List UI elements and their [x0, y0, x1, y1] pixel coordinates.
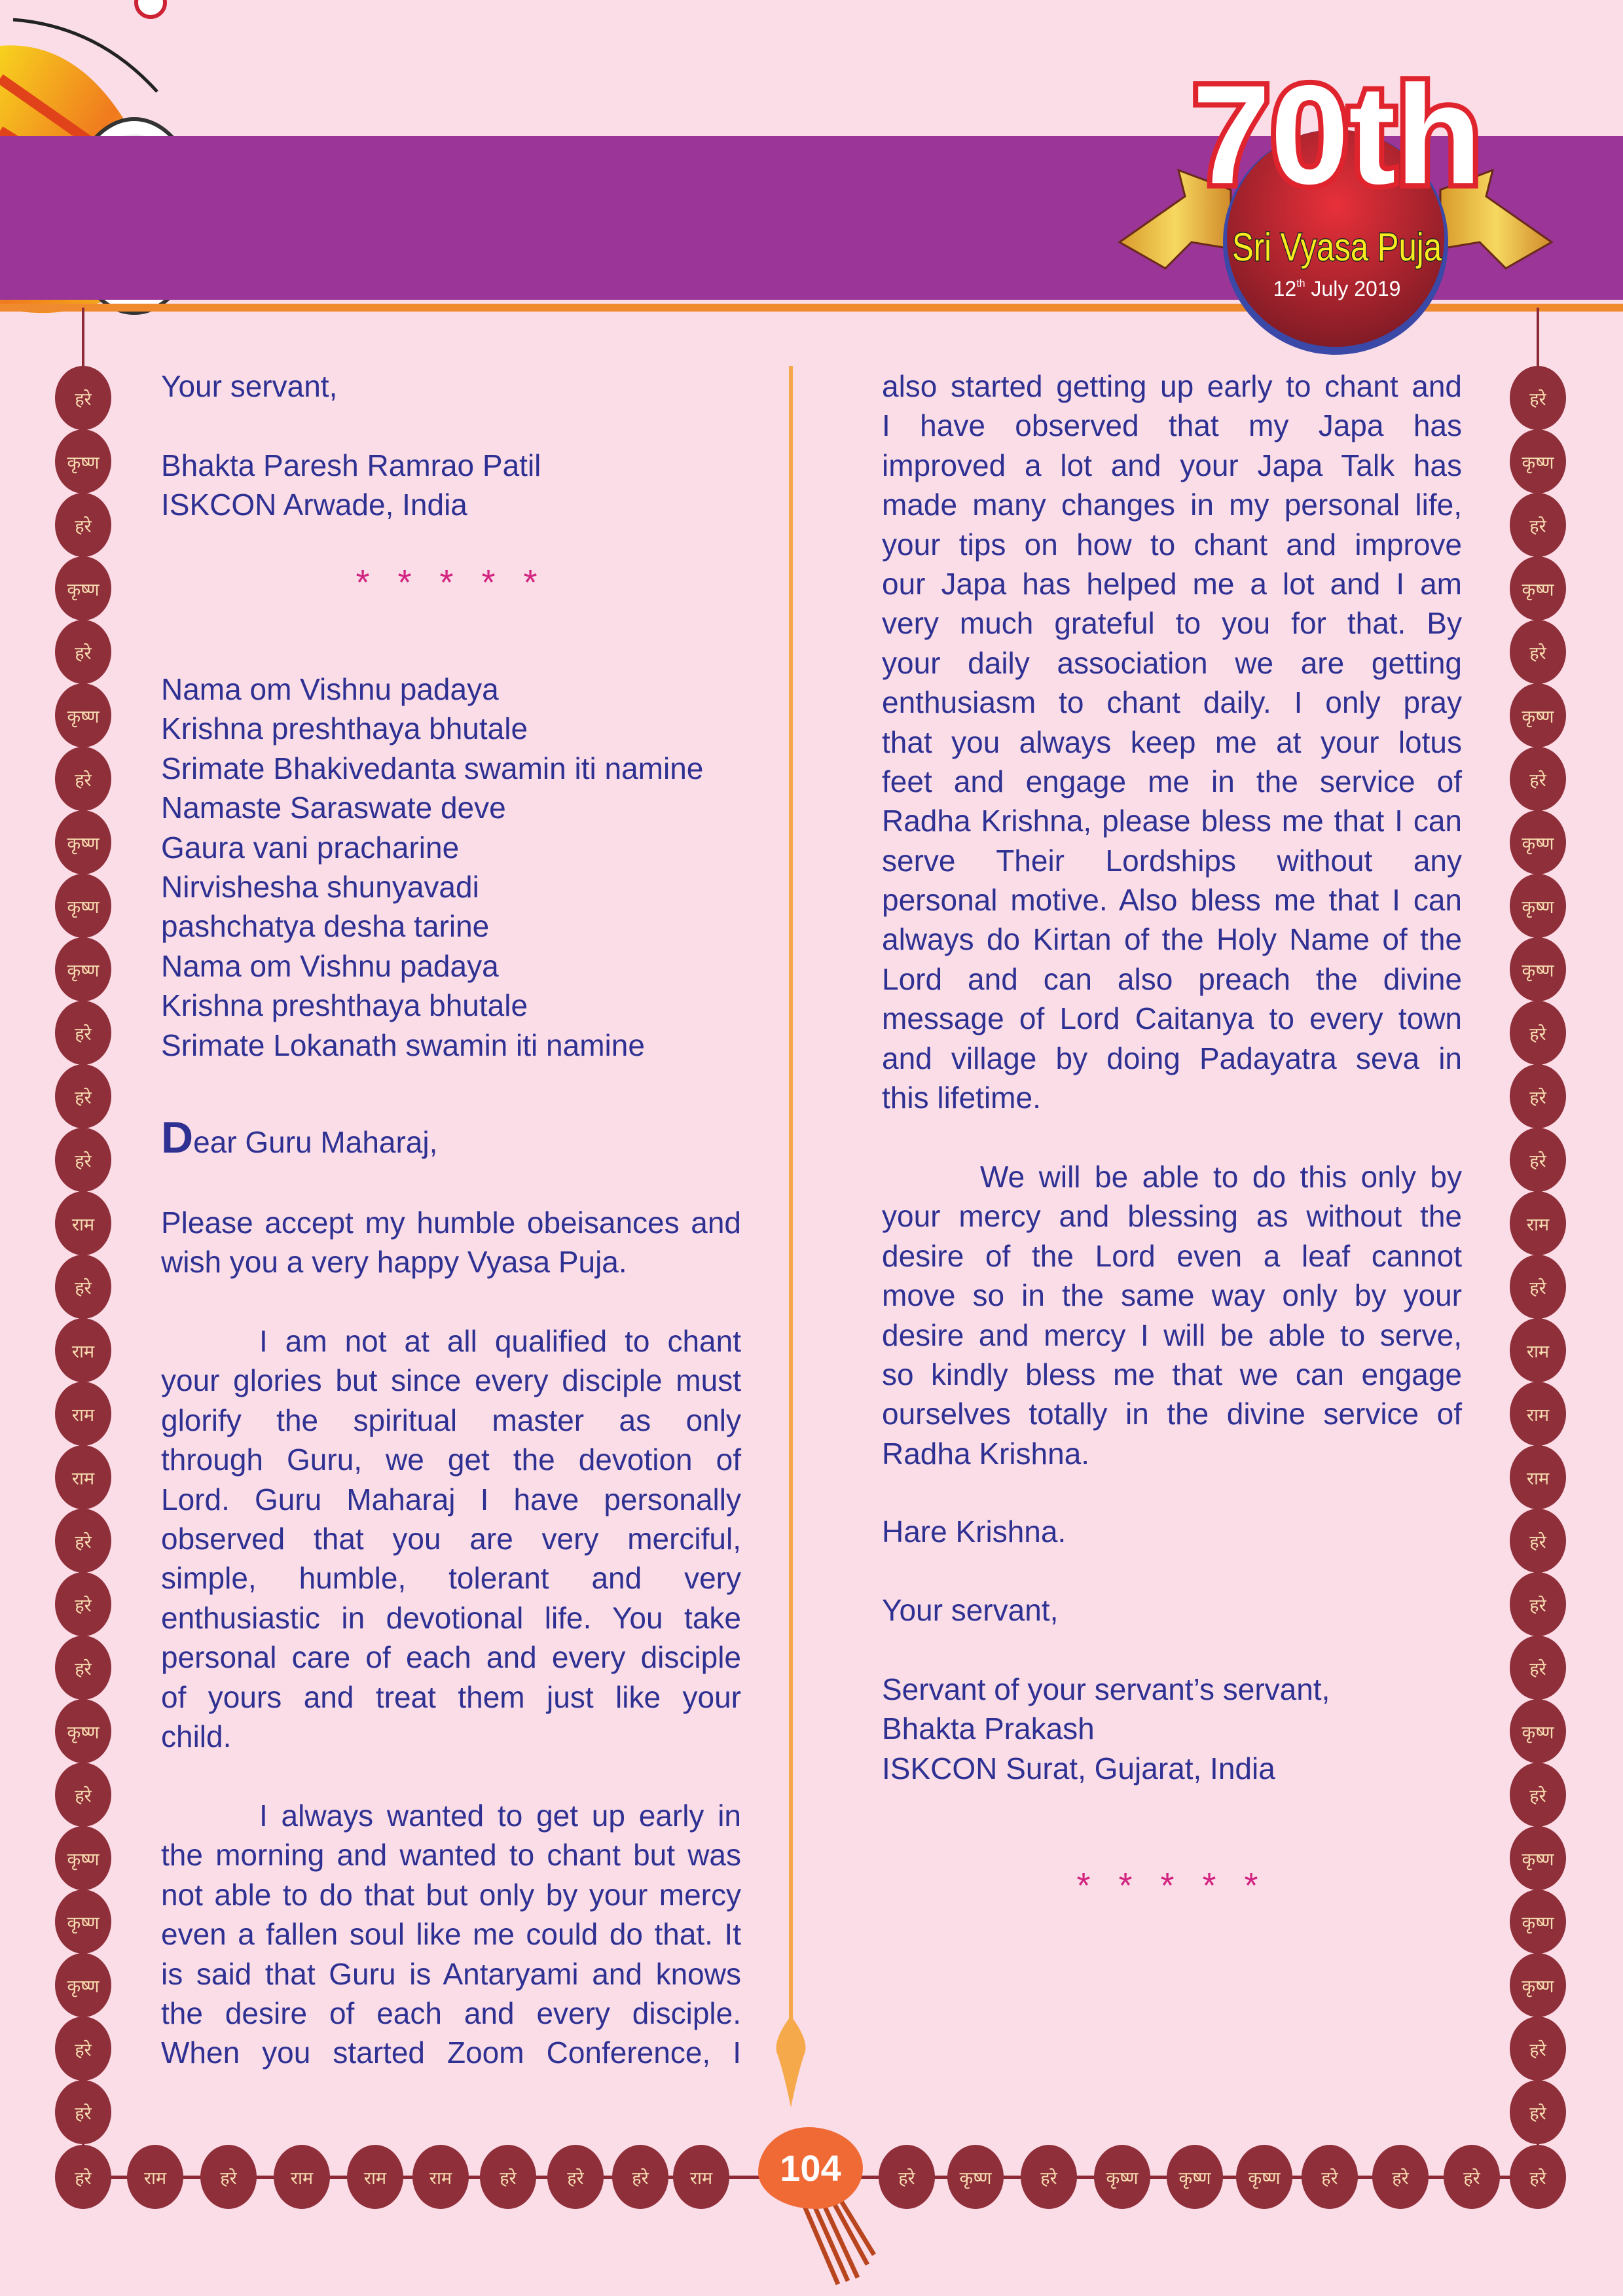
japa-bead: राम — [55, 1318, 111, 1382]
japa-bead: हरे — [55, 1636, 111, 1700]
japa-bead: राम — [1510, 1318, 1566, 1382]
japa-bead: हरे — [55, 1128, 111, 1192]
japa-bead: कृष्ण — [1510, 1890, 1566, 1954]
japa-bead: कृष्ण — [1510, 429, 1566, 493]
japa-bead: कृष्ण — [1094, 2145, 1150, 2209]
japa-bead: हरे — [55, 747, 111, 811]
japa-bead: राम — [412, 2145, 469, 2209]
japa-bead: हरे — [1510, 747, 1566, 811]
text-line: your mercy and blessing as without the — [882, 1199, 1462, 1234]
japa-bead: हरे — [1510, 1509, 1566, 1573]
japa-bead: कृष्ण — [947, 2145, 1004, 2209]
text-line: I am not at all qualified to chant — [259, 1324, 741, 1358]
text-line: Nama om Vishnu padaya — [161, 948, 499, 983]
text-line: Dear Guru Maharaj, — [161, 1113, 438, 1162]
text-line: personal motive. Also bless me that I can — [882, 883, 1462, 918]
japa-bead: हरे — [55, 1763, 111, 1827]
text-paragraph — [161, 1321, 741, 1756]
badge-date: 12th July 2019 — [1273, 277, 1401, 300]
japa-bead: कृष्ण — [1510, 1826, 1566, 1890]
japa-bead: हरे — [1510, 1064, 1566, 1128]
japa-bead: कृष्ण — [55, 1699, 111, 1763]
japa-bead: हरे — [612, 2145, 668, 2209]
japa-bead: हरे — [55, 493, 111, 557]
japa-bead: कृष्ण — [55, 1890, 111, 1954]
text-line: Krishna preshthaya bhutale — [161, 988, 528, 1023]
japa-bead: कृष्ण — [55, 1826, 111, 1890]
japa-bead: राम — [673, 2145, 729, 2209]
text-line: I have observed that my Japa has — [882, 408, 1462, 443]
text-line: ISKCON Surat, Gujarat, India — [882, 1751, 1275, 1785]
japa-bead: राम — [55, 1445, 111, 1509]
text-line: Lord and can also preach the divine — [882, 961, 1462, 996]
text-line: desire and mercy I will be able to serve, — [882, 1318, 1462, 1352]
text-line: this lifetime. — [882, 1081, 1041, 1115]
japa-bead: हरे — [1510, 620, 1566, 684]
text-line: your daily association we are getting — [882, 645, 1462, 680]
japa-bead: कृष्ण — [55, 683, 111, 747]
separator-stars — [882, 1866, 1462, 1905]
japa-bead: कृष्ण — [1510, 1699, 1566, 1763]
text-line: personal care of each and every disciple — [161, 1640, 741, 1675]
separator-stars — [161, 563, 741, 602]
text-line: move so in the same way only by your — [882, 1278, 1462, 1313]
text-line: our Japa has helped me a lot and I am — [882, 566, 1462, 601]
text-line: wish you a very happy Vyasa Puja. — [161, 1245, 627, 1280]
text-line: Lord. Guru Maharaj I have personally — [161, 1482, 741, 1516]
text-line: Your servant, — [161, 369, 338, 403]
text-line: always do Kirtan of the Holy Name of the — [882, 922, 1462, 957]
japa-bead: हरे — [1372, 2145, 1429, 2209]
japa-bead: कृष्ण — [55, 874, 111, 938]
text-line: not able to do that but only by your mercy — [161, 1877, 741, 1912]
japa-bead: राम — [274, 2145, 330, 2209]
japa-bead: कृष्ण — [1510, 810, 1566, 874]
text-paragraph — [882, 1590, 1462, 1630]
text-line: through Guru, we get the devotion of — [161, 1443, 741, 1477]
japa-bead: हरे — [1510, 2017, 1566, 2081]
japa-bead: कृष्ण — [55, 937, 111, 1001]
japa-bead: कृष्ण — [1510, 937, 1566, 1001]
badge-title: Sri Vyasa Puja — [1232, 225, 1442, 269]
japa-bead: हरे — [55, 1572, 111, 1636]
text-line: even a fallen soul like me could do that. It — [161, 1917, 741, 1952]
text-line: Srimate Lokanath swamin iti namine — [161, 1028, 645, 1062]
text-line: Radha Krishna. — [882, 1436, 1090, 1471]
text-paragraph — [882, 1670, 1462, 1788]
japa-bead: राम — [127, 2145, 183, 2209]
text-line: enthusiasm to chant daily. I only pray — [882, 685, 1462, 720]
japa-bead: हरे — [1510, 1636, 1566, 1700]
text-line: child. — [161, 1719, 232, 1753]
japa-bead: हरे — [1510, 2080, 1566, 2144]
text-line: We will be able to do this only by — [980, 1160, 1462, 1194]
text-line: I always wanted to get up early in — [259, 1799, 741, 1833]
text-line: Krishna preshthaya bhutale — [161, 711, 528, 746]
text-paragraph — [161, 1796, 741, 2073]
japa-bead: कृष्ण — [1510, 1953, 1566, 2017]
japa-bead: राम — [55, 1382, 111, 1446]
japa-bead: हरे — [480, 2145, 536, 2209]
text-paragraph — [161, 1113, 741, 1162]
japa-bead: हरे — [1510, 366, 1566, 430]
japa-bead: हरे — [1302, 2145, 1358, 2209]
drop-cap: D — [161, 1113, 194, 1162]
text-line: * * * * * — [356, 563, 547, 602]
text-line: desire of the Lord even a leaf cannot — [882, 1238, 1462, 1273]
japa-bead: हरे — [547, 2145, 604, 2209]
text-line: Radha Krishna, please bless me that I can — [882, 804, 1462, 838]
japa-bead: हरे — [1510, 2145, 1566, 2209]
text-line: is said that Guru is Antaryami and knows — [161, 1956, 741, 1991]
text-line: also started getting up early to chant and — [882, 369, 1462, 403]
japa-bead: हरे — [55, 2017, 111, 2081]
text-line: the desire of each and every disciple. — [161, 1996, 741, 2030]
text-line: serve Their Lordships without any — [882, 843, 1462, 878]
japa-bead: कृष्ण — [1167, 2145, 1223, 2209]
text-line: Nirvishesha shunyavadi — [161, 869, 479, 904]
text-line: enthusiastic in devotional life. You take — [161, 1600, 741, 1635]
text-paragraph — [161, 670, 741, 1065]
japa-bead: हरे — [55, 2080, 111, 2144]
japa-bead: हरे — [200, 2145, 257, 2209]
text-line: very much grateful to you for that. By — [882, 606, 1462, 641]
text-line: When you started Zoom Conference, I — [161, 2036, 741, 2070]
text-line: * * * * * — [1076, 1866, 1267, 1905]
text-line: of yours and treat them just like your — [161, 1679, 741, 1714]
text-line: ourselves totally in the divine service of — [882, 1397, 1462, 1431]
text-paragraph — [161, 1203, 741, 1282]
japa-bead: हरे — [1510, 1572, 1566, 1636]
japa-bead: राम — [55, 1191, 111, 1255]
japa-bead: हरे — [1510, 1763, 1566, 1827]
japa-bead: कृष्ण — [1510, 556, 1566, 620]
text-line: glorify the spiritual master as only — [161, 1403, 741, 1437]
japa-bead: हरे — [55, 620, 111, 684]
text-paragraph — [882, 1157, 1462, 1473]
text-line: Please accept my humble obeisances and — [161, 1206, 741, 1240]
japa-bead: हरे — [55, 366, 111, 430]
text-line: Bhakta Prakash — [882, 1712, 1095, 1746]
japa-bead: हरे — [55, 1255, 111, 1319]
japa-bead: हरे — [55, 1509, 111, 1573]
text-line: so kindly bless me that we can engage — [882, 1357, 1462, 1391]
japa-bead: राम — [1510, 1191, 1566, 1255]
japa-bead: कृष्ण — [55, 429, 111, 493]
japa-bead: हरे — [55, 1064, 111, 1128]
text-line: your glories but since every disciple must — [161, 1363, 741, 1398]
text-line: observed that you are very merciful, — [161, 1521, 741, 1556]
badge-number: 70th — [1192, 56, 1482, 213]
text-line: Gaura vani pracharine — [161, 830, 460, 865]
text-line: Namaste Saraswate deve — [161, 791, 506, 825]
japa-bead: कृष्ण — [1236, 2145, 1292, 2209]
japa-bead: हरे — [55, 1001, 111, 1065]
text-line: ISKCON Arwade, India — [161, 488, 467, 522]
japa-bead: हरे — [1510, 493, 1566, 557]
text-line: the morning and wanted to chant but was — [161, 1838, 741, 1873]
column-divider — [789, 366, 793, 2022]
vyasa-puja-badge — [1106, 52, 1565, 360]
text-line: made many changes in my personal life, — [882, 488, 1462, 522]
japa-bead: कृष्ण — [55, 556, 111, 620]
text-paragraph — [161, 367, 741, 525]
divider-drop-ornament — [771, 2016, 811, 2108]
text-line: Bhakta Paresh Ramrao Patil — [161, 448, 541, 482]
text-line: Srimate Bhakivedanta swamin iti namine — [161, 751, 704, 785]
text-line — [161, 406, 741, 445]
japa-bead: कृष्ण — [55, 810, 111, 874]
japa-bead: राम — [347, 2145, 403, 2209]
text-line: simple, humble, tolerant and very — [161, 1561, 741, 1596]
text-line: feet and engage me in the service of — [882, 764, 1462, 798]
japa-bead: हरे — [1444, 2145, 1500, 2209]
text-line: Your servant, — [882, 1593, 1059, 1627]
text-line: that you always keep me at your lotus — [882, 725, 1462, 759]
japa-bead: हरे — [1510, 1255, 1566, 1319]
text-line: improved a lot and your Japa Talk has — [882, 448, 1462, 482]
japa-bead: राम — [1510, 1382, 1566, 1446]
japa-bead: कृष्ण — [55, 1953, 111, 2017]
japa-bead: हरे — [55, 2145, 111, 2209]
text-line: your tips on how to chant and improve — [882, 527, 1462, 562]
japa-bead: हरे — [879, 2145, 935, 2209]
page-number: 104 — [758, 2127, 863, 2209]
japa-bead: कृष्ण — [1510, 683, 1566, 747]
japa-bead: हरे — [1510, 1128, 1566, 1192]
text-line: Hare Krishna. — [882, 1515, 1067, 1549]
text-line: pashchatya desha tarine — [161, 909, 490, 944]
text-line: Servant of your servant’s servant, — [882, 1672, 1330, 1706]
text-line: and village by doing Padayatra seva in — [882, 1041, 1462, 1075]
japa-bead: कृष्ण — [1510, 874, 1566, 938]
japa-bead: हरे — [1510, 1001, 1566, 1065]
text-paragraph — [882, 367, 1462, 1117]
text-paragraph — [882, 1512, 1462, 1551]
text-line: message of Lord Caitanya to every town — [882, 1001, 1462, 1036]
text-line: Nama om Vishnu padaya — [161, 672, 499, 706]
japa-bead: राम — [1510, 1445, 1566, 1509]
japa-bead: हरे — [1021, 2145, 1077, 2209]
